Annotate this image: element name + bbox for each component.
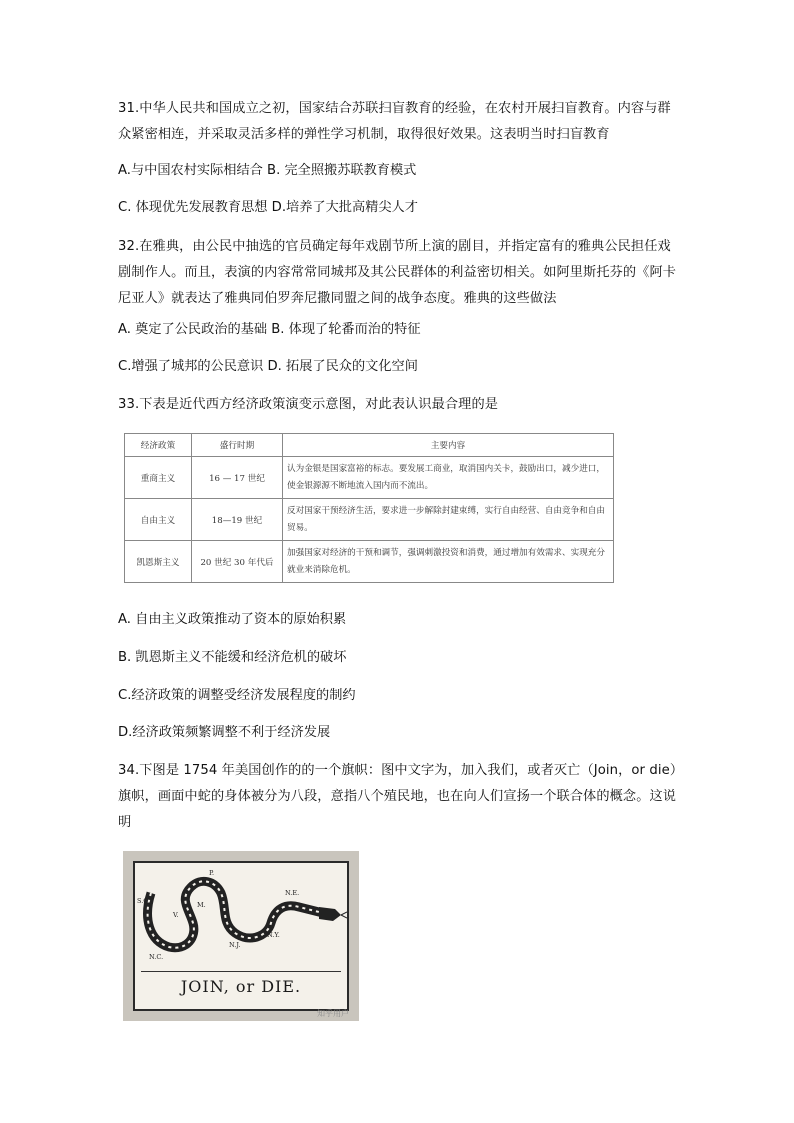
question-31-options-ab: A.与中国农村实际相结合 B. 完全照搬苏联教育模式 — [118, 163, 417, 178]
question-32-stem: 32.在雅典，由公民中抽选的官员确定每年戏剧节所上演的剧目，并指定富有的雅典公民担任戏剧制作人。而且，表演的内容常常同城邦及其公民群体的利益密切相关。如阿里斯托芬的《阿卡尼亚人》就表达了雅典同伯罗奔尼撒同盟之间的战争态度。雅典的这些做法 — [118, 239, 677, 306]
policy-name-cell: 凯恩斯主义 — [125, 541, 192, 583]
period-cell: 20 世纪 30 年代后 — [192, 541, 283, 583]
table-row — [125, 457, 614, 499]
segment-label: N.E. — [285, 889, 300, 897]
table-header-cell: 经济政策 — [125, 434, 192, 457]
question-34-stem: 34.下图是 1754 年美国创作的的一个旗帜：图中文字为，加入我们，或者灭亡（Join，or die）旗帜，画面中蛇的身体被分为八段，意指八个殖民地，也在向人们宣扬一个联合体的概念。这说明 — [118, 763, 677, 830]
table-header-cell: 主要内容 — [283, 434, 614, 457]
content-cell: 认为金银是国家富裕的标志。要发展工商业，取消国内关卡，鼓励出口，减少进口，使金银源源不断地流入国内而不流出。 — [283, 457, 614, 499]
table-header-row — [125, 434, 614, 457]
table-row — [125, 541, 614, 583]
question-32-options-ab: A. 奠定了公民政治的基础 B. 体现了轮番而治的特征 — [118, 322, 421, 337]
segment-label: N.Y. — [267, 931, 280, 939]
question-32-options-cd: C.增强了城邦的公民意识 D. 拓展了民众的文化空间 — [118, 359, 418, 374]
question-33-option-b: B. 凯恩斯主义不能缓和经济危机的破坏 — [118, 650, 347, 665]
content-cell: 加强国家对经济的干预和调节，强调刺激投资和消费，通过增加有效需求、实现充分就业来消除危机。 — [283, 541, 614, 583]
table-header-cell: 盛行时期 — [192, 434, 283, 457]
segment-label: V. — [173, 911, 179, 919]
question-31-stem: 31.中华人民共和国成立之初，国家结合苏联扫盲教育的经验，在农村开展扫盲教育。内容与群众紧密相连，并采取灵活多样的弹性学习机制，取得很好效果。这表明当时扫盲教育 — [118, 101, 671, 142]
flag-frame — [133, 861, 349, 1011]
snake-tongue — [341, 912, 347, 918]
question-33-stem: 33.下表是近代西方经济政策演变示意图，对此表认识最合理的是 — [118, 397, 499, 412]
segment-label: M. — [197, 901, 206, 909]
join-or-die-image — [123, 851, 359, 1021]
flag-caption: JOIN, or DIE. — [180, 977, 302, 996]
question-33-option-a: A. 自由主义政策推动了资本的原始积累 — [118, 612, 347, 627]
snake-head — [319, 907, 341, 921]
snake-illustration — [135, 863, 347, 973]
watermark-text: 知乎用户 — [317, 1009, 349, 1018]
period-cell: 18—19 世纪 — [192, 499, 283, 541]
policy-name-cell: 自由主义 — [125, 499, 192, 541]
table-row — [125, 499, 614, 541]
policy-name-cell: 重商主义 — [125, 457, 192, 499]
caption-divider — [141, 971, 341, 972]
question-33-option-d: D.经济政策频繁调整不利于经济发展 — [118, 725, 331, 740]
segment-label: P. — [209, 869, 215, 877]
content-cell: 反对国家干预经济生活，要求进一步解除封建束缚，实行自由经营、自由竞争和自由贸易。 — [283, 499, 614, 541]
segment-label: N.J. — [229, 941, 241, 949]
segment-label: N.C. — [149, 953, 164, 961]
economic-policy-table — [124, 433, 614, 583]
period-cell: 16 — 17 世纪 — [192, 457, 283, 499]
question-31-options-cd: C. 体现优先发展教育思想 D.培养了大批高精尖人才 — [118, 200, 418, 215]
question-33-option-c: C.经济政策的调整受经济发展程度的制约 — [118, 688, 356, 703]
segment-label: S.C. — [137, 897, 151, 905]
